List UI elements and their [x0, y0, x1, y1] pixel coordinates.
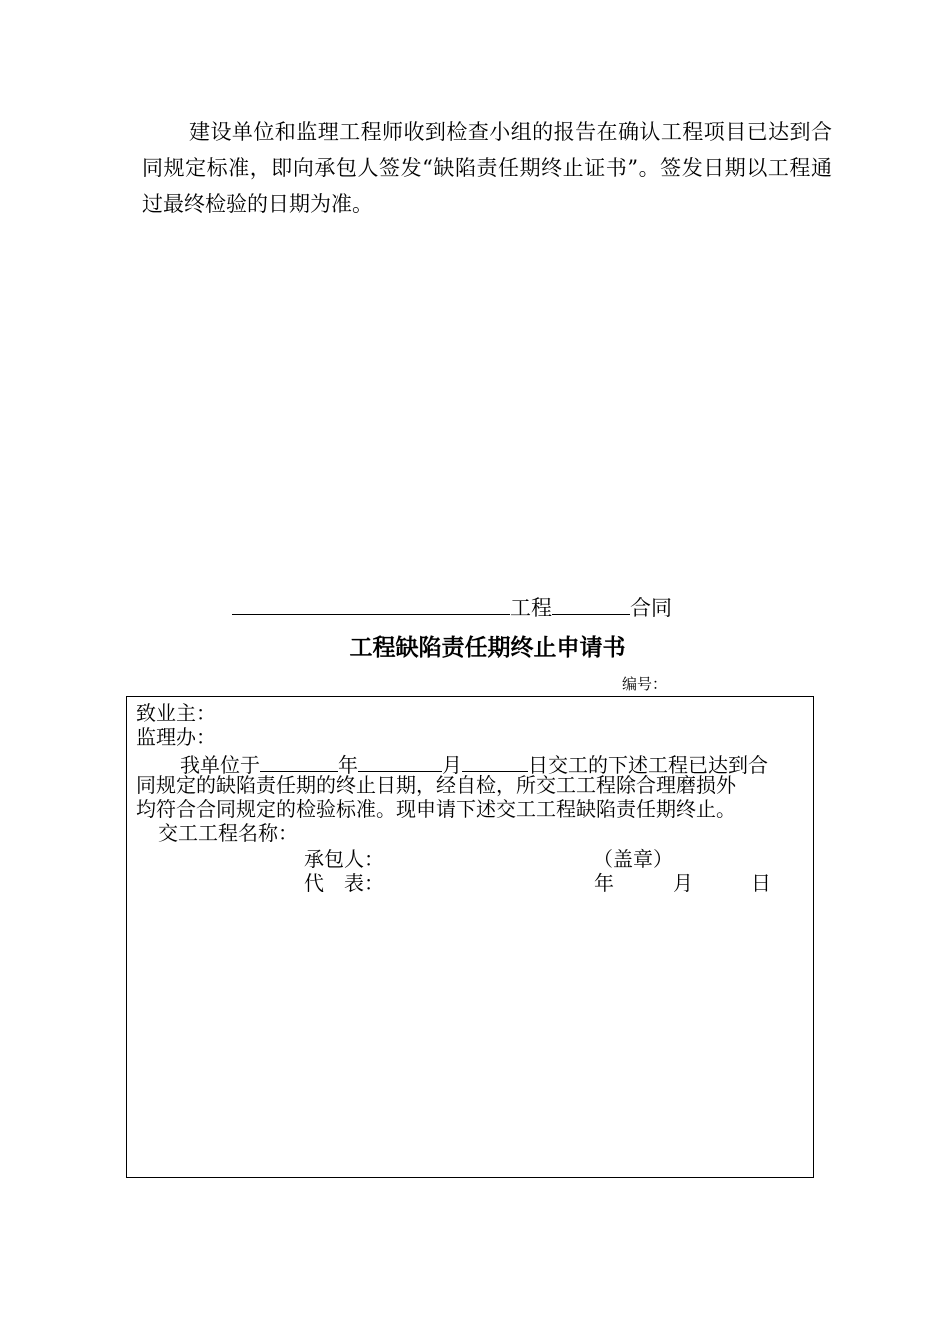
project-suffix: 工程 — [510, 596, 552, 620]
handover-month-blank[interactable] — [358, 749, 442, 772]
application-form-box — [126, 696, 814, 1178]
handover-day-blank[interactable] — [462, 749, 528, 772]
representative-label: 代 表： — [304, 871, 384, 895]
year-label: 年 — [338, 753, 358, 777]
statement-line-2: 同规定的缺陷责任期的终止日期，经自检，所交工工程除合理磨损外 — [136, 773, 736, 797]
document-title: 工程缺陷责任期终止申请书 — [349, 635, 626, 661]
statement-prefix: 我单位于 — [180, 753, 260, 777]
contract-title-line — [232, 592, 672, 623]
statement-suffix: 日交工的下述工程已达到合 — [528, 753, 768, 777]
addressee-supervisor: 监理办： — [136, 725, 216, 749]
intro-paragraph: 建设单位和监理工程师收到检查小组的报告在确认工程项目已达到合同规定标准，即向承包人签发“缺陷责任期终止证书”。签发日期以工程通过最终检验的日期为准。 — [142, 120, 832, 216]
statement-line-3: 均符合合同规定的检验标准。现申请下述交工工程缺陷责任期终止。 — [136, 797, 736, 821]
contract-suffix: 合同 — [630, 596, 672, 620]
handover-year-blank[interactable] — [260, 749, 338, 772]
project-name-label: 交工工程名称： — [158, 821, 298, 845]
contract-name-blank[interactable] — [552, 592, 630, 615]
date-month-label: 月 — [673, 871, 693, 895]
seal-label: （盖章） — [593, 847, 673, 871]
addressee-owner: 致业主： — [136, 701, 216, 725]
project-name-blank[interactable] — [232, 592, 510, 615]
serial-number-label: 编号： — [622, 675, 668, 693]
month-label: 月 — [442, 753, 462, 777]
date-day-label: 日 — [751, 871, 771, 895]
date-year-label: 年 — [594, 871, 614, 895]
contractor-label: 承包人： — [304, 847, 384, 871]
